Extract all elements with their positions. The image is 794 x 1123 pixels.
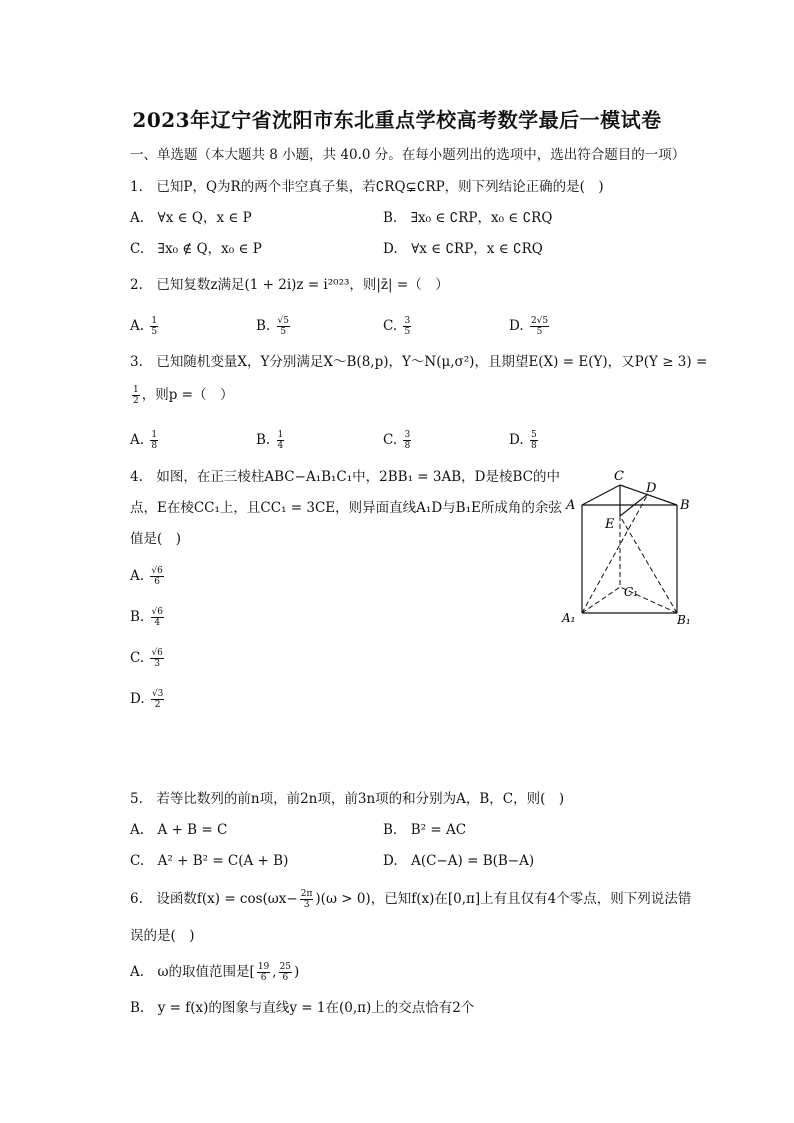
option-fraction: $\frac{2√5}{5}$ [530, 316, 549, 337]
label-a: A [566, 498, 576, 513]
question-3-option-a[interactable]: A. $\frac{1}{8}$ [130, 430, 158, 451]
question-4-stem-line3: 值是( ) [130, 531, 182, 547]
question-2-option-b[interactable] [256, 316, 292, 337]
question-2-option-c[interactable] [383, 316, 413, 337]
question-6-option-b[interactable]: B. y = f(x)的图象与直线y = 1在(0,π)上的交点恰有2个 [130, 1000, 475, 1016]
label-d: D [646, 481, 657, 496]
page-title: 2023年辽宁省沈阳市东北重点学校高考数学最后一模试卷 [132, 108, 662, 132]
question-5-stem: 5. 若等比数列的前n项，前2n项，前3n项的和分别为A，B，C，则( ) [130, 791, 565, 807]
question-6-option-a[interactable]: A. ω的取值范围是[ $\frac{19}{6}$ , $\frac{25}{6}$ ) [130, 962, 300, 983]
question-1-option-d[interactable]: D. ∀x ∈ ∁RP，x ∈ ∁RQ [383, 241, 543, 257]
question-2-stem: 2. 已知复数z满足(1 + 2i)z = i²⁰²³，则|z̄| =（ ） [130, 277, 449, 293]
question-1-stem: 1. 已知P，Q为R的两个非空真子集，若∁RQ⊊∁RP，则下列结论正确的是( ) [130, 179, 604, 195]
question-1-option-c[interactable]: C. ∃x₀ ∉ Q，x₀ ∈ P [130, 241, 262, 257]
section-heading: 一、单选题（本大题共 8 小题，共 40.0 分。在每小题列出的选项中，选出符合题目的一项） [130, 147, 686, 163]
question-4-option-c[interactable]: C. $\frac{√6}{3}$ [130, 648, 163, 669]
question-6-stem-line1: 6. 设函数f(x) = cos(ωx− $\frac{2\pi}{3}$ )(ω > 0)，已知f(x)在[0,π]上有且仅有4个零点，则下列说法错 [130, 889, 692, 910]
option-label: D. [509, 318, 524, 334]
question-4-option-b[interactable]: B. $\frac{√6}{4}$ [130, 607, 163, 628]
question-4-stem-line1: 4. 如图，在正三棱柱ABC−A₁B₁C₁中，2BB₁ = 3AB，D是棱BC的中 [130, 469, 560, 485]
label-c: C [614, 469, 624, 484]
question-6-stem-line2: 误的是( ) [130, 928, 195, 944]
question-2-option-d[interactable] [509, 316, 551, 337]
question-5-option-c[interactable]: C. A² + B² = C(A + B) [130, 853, 289, 869]
prism-figure [560, 466, 700, 628]
question-3-option-c[interactable]: C. $\frac{3}{8}$ [383, 430, 411, 451]
option-label: C. [383, 318, 398, 334]
question-4-option-a[interactable]: A. $\frac{√6}{6}$ [130, 566, 163, 587]
label-c1: C₁ [624, 585, 638, 599]
question-1-option-b[interactable]: B. ∃x₀ ∈ ∁RP，x₀ ∈ ∁RQ [383, 210, 553, 226]
option-fraction: $\frac{3}{5}$ [404, 316, 411, 337]
question-5-option-b[interactable]: B. B² = AC [383, 822, 467, 838]
option-fraction: $\frac{1}{5}$ [151, 316, 158, 337]
label-a1: A₁ [562, 611, 576, 625]
label-b: B [680, 498, 690, 513]
question-2-option-a[interactable] [130, 316, 160, 337]
stem-fraction: $\frac{1}{2}$ [133, 385, 139, 406]
question-3-option-b[interactable]: B. $\frac{1}{4}$ [256, 430, 284, 451]
label-b1: B₁ [677, 613, 691, 627]
question-4-option-d[interactable]: D. $\frac{√3}{2}$ [130, 689, 164, 710]
option-label: A. [130, 318, 145, 334]
question-1-option-a[interactable]: A. ∀x ∈ Q，x ∈ P [130, 210, 252, 226]
question-5-option-a[interactable]: A. A + B = C [130, 822, 228, 838]
option-fraction: $\frac{√5}{5}$ [277, 316, 289, 337]
question-3-option-d[interactable]: D. $\frac{5}{8}$ [509, 430, 537, 451]
label-e: E [605, 517, 615, 532]
option-label: B. [256, 318, 271, 334]
question-5-option-d[interactable]: D. A(C−A) = B(B−A) [383, 853, 535, 869]
question-4-stem-line2: 点，E在棱CC₁上，且CC₁ = 3CE，则异面直线A₁D与B₁E所成角的余弦 [130, 500, 562, 516]
question-3-stem-line2: $\frac{1}{2}$ ，则p =（ ） [133, 385, 234, 406]
question-3-stem-line1: 3. 已知随机变量X，Y分别满足X～B(8,p)，Y～N(μ,σ²)，且期望E(X) = E(Y)，又P(Y ≥ 3) = [130, 354, 708, 370]
